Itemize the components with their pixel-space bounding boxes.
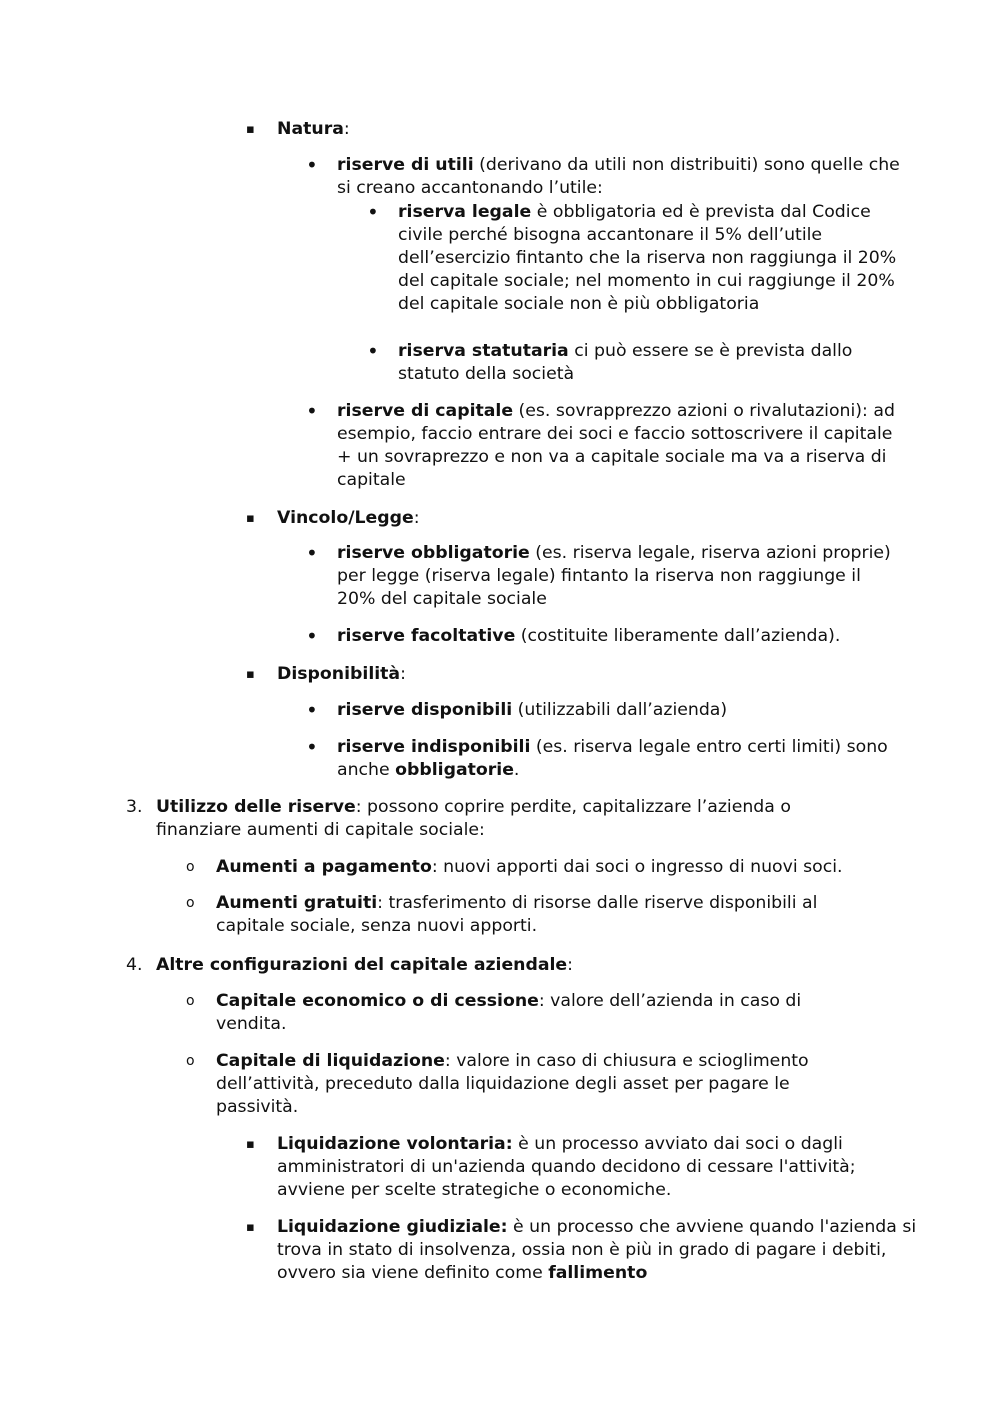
riserva-statutaria-item: riserva statutaria ci può essere se è prevista dallo statuto della società bbox=[398, 341, 853, 384]
aumenti-gratuiti-item: Aumenti gratuiti: trasferimento di risorse dalle riserve disponibili al capitale sociale, senza nuovi apporti. bbox=[216, 893, 818, 936]
aumenti-pagamento-item: Aumenti a pagamento: nuovi apporti dai soci o ingresso di nuovi soci. bbox=[216, 857, 843, 877]
riserve-utili-item: riserve di utili (derivano da utili non distribuiti) sono quelle che si creano accantonando l’utile: bbox=[337, 155, 900, 198]
liquidazione-giudiziale-item: Liquidazione giudiziale: è un processo che avviene quando l'azienda si trova in stato di insolvenza, ossia non è più in grado di pagare i debiti, ovvero sia viene definito come fallimento bbox=[277, 1217, 917, 1283]
capitale-economico-item: Capitale economico o di cessione: valore dell’azienda in caso di vendita. bbox=[216, 991, 802, 1034]
square-bullet-icon: ▪ bbox=[246, 122, 255, 137]
altre-configurazioni-item: Altre configurazioni del capitale aziendale: bbox=[156, 955, 573, 975]
riserve-obbligatorie-item: riserve obbligatorie (es. riserva legale, riserva azioni proprie) per legge (riserva legale) fintanto la riserva non raggiunge il 20% del capitale sociale bbox=[337, 543, 891, 609]
capitale-liquidazione-item: Capitale di liquidazione: valore in caso di chiusura e scioglimento dell’attività, preceduto dalla liquidazione degli asset per pagare le passività. bbox=[216, 1051, 809, 1117]
riserva-legale-item: riserva legale è obbligatoria ed è prevista dal Codice civile perché bisogna accantonare il 5% dell’utile dell’esercizio fintanto che la riserva non raggiunga il 20% del capitale sociale; nel momento in cui raggiunge il 20% del capitale sociale non è più obbligatoria bbox=[398, 202, 897, 314]
dot-bullet-icon: • bbox=[306, 399, 318, 423]
circle-bullet-icon: o bbox=[186, 895, 195, 911]
riserve-capitale-item: riserve di capitale (es. sovrapprezzo azioni o rivalutazioni): ad esempio, faccio entrare dei soci e faccio sottoscrivere il capitale + un sovraprezzo e non va a capitale sociale ma va a riserva di capitale bbox=[337, 401, 895, 490]
dot-bullet-icon: • bbox=[367, 339, 379, 363]
square-bullet-icon: ▪ bbox=[246, 1137, 255, 1152]
list-number: 4. bbox=[126, 955, 143, 975]
circle-bullet-icon: o bbox=[186, 859, 195, 875]
square-bullet-icon: ▪ bbox=[246, 667, 255, 682]
circle-bullet-icon: o bbox=[186, 1053, 195, 1069]
dot-bullet-icon: • bbox=[306, 624, 318, 648]
dot-bullet-icon: • bbox=[306, 698, 318, 722]
natura-heading: Natura: bbox=[277, 119, 350, 139]
dot-bullet-icon: • bbox=[367, 200, 379, 224]
square-bullet-icon: ▪ bbox=[246, 511, 255, 526]
square-bullet-icon: ▪ bbox=[246, 1220, 255, 1235]
disponibilita-heading: Disponibilità: bbox=[277, 664, 406, 684]
circle-bullet-icon: o bbox=[186, 993, 195, 1009]
riserve-disponibili-item: riserve disponibili (utilizzabili dall’azienda) bbox=[337, 700, 728, 720]
liquidazione-volontaria-item: Liquidazione volontaria: è un processo avviato dai soci o dagli amministratori di un'azienda quando decidono di cessare l'attività; avviene per scelte strategiche o economiche. bbox=[277, 1134, 856, 1200]
vincolo-heading: Vincolo/Legge: bbox=[277, 508, 420, 528]
riserve-indisponibili-item: riserve indisponibili (es. riserva legale entro certi limiti) sono anche obbligatorie. bbox=[337, 737, 888, 780]
riserve-facoltative-item: riserve facoltative (costituite liberamente dall’azienda). bbox=[337, 626, 841, 646]
utilizzo-riserve-item: Utilizzo delle riserve: possono coprire perdite, capitalizzare l’azienda o finanziare aumenti di capitale sociale: bbox=[156, 797, 791, 840]
dot-bullet-icon: • bbox=[306, 735, 318, 759]
dot-bullet-icon: • bbox=[306, 541, 318, 565]
list-number: 3. bbox=[126, 797, 143, 817]
dot-bullet-icon: • bbox=[306, 153, 318, 177]
